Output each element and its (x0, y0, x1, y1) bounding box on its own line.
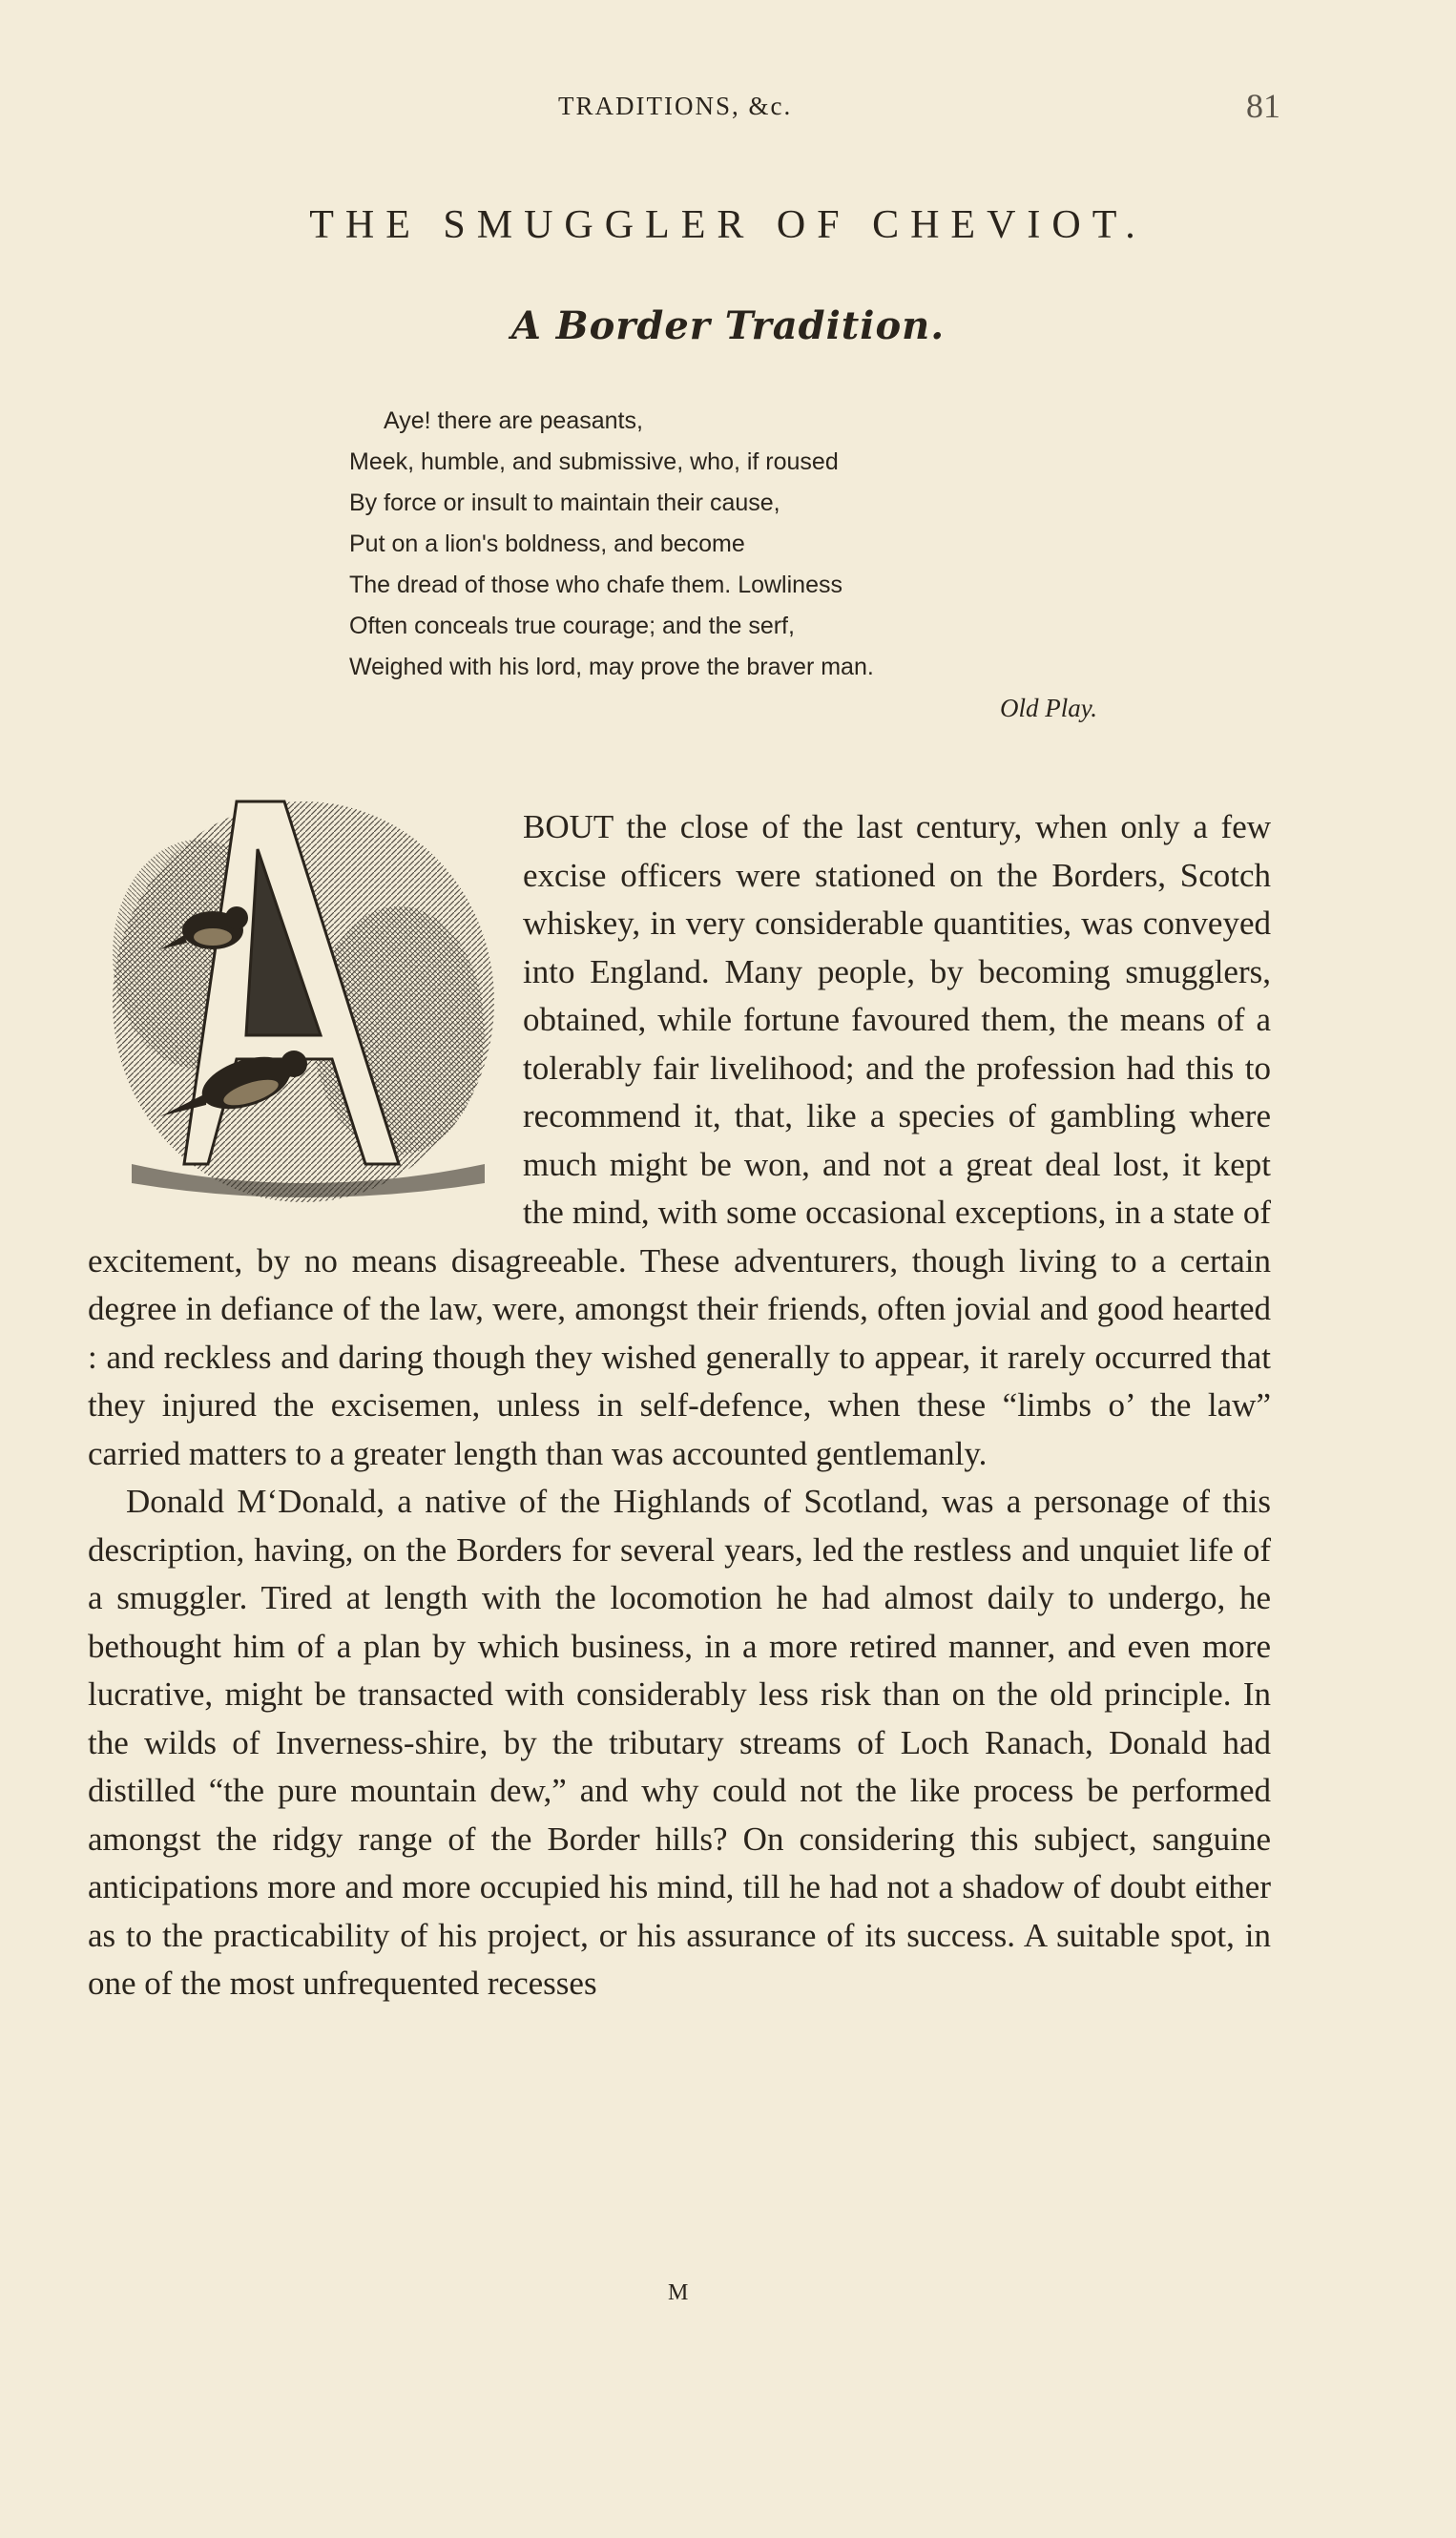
story-title: THE SMUGGLER OF CHEVIOT. (309, 203, 1147, 247)
epigraph-attribution: Old Play. (1000, 694, 1097, 722)
epigraph-line: Often conceals true courage; and the serf, (349, 613, 795, 639)
paragraph: Donald M‘Donald, a native of the Highlands of Scotland, was a personage of this description, having, on the Borders for several years, led the restless and unquiet life of a smuggler. Tired at length with the locomotion he had almost daily to undergo, he bethought him of a plan by which business, in a more retired manner, and even more lucrative, might be transacted with considerably less risk than on the old principle. In the wilds of Inverness-shire, by the tributary streams of Loch Ranach, Donald had distilled “the pure mountain dew,” and why could not the like process be performed amongst the ridgy range of the Border hills? On considering this subject, sanguine anticipations more and more occupied his mind, till he had not a shadow of doubt either as to the practicability of his project, or his assurance of its success. A suitable spot, in one of the most unfrequented recesses (88, 1483, 1271, 2002)
epigraph (349, 401, 1113, 729)
running-head (0, 87, 1456, 130)
body-text (88, 803, 1271, 2008)
story-subtitle: A Border Tradition. (510, 303, 946, 348)
epigraph-line: By force or insult to maintain their cause, (349, 489, 780, 516)
epigraph-line: The dread of those who chafe them. Lowliness (349, 572, 842, 598)
running-title: TRADITIONS, &c. (558, 92, 793, 120)
epigraph-line: Weighed with his lord, may prove the braver man. (349, 654, 874, 680)
epigraph-line: Meek, humble, and submissive, who, if roused (349, 448, 839, 475)
epigraph-line: Aye! there are peasants, (384, 407, 643, 434)
epigraph-line: Put on a lion's boldness, and become (349, 530, 745, 557)
initial-letter-space (88, 803, 523, 1237)
page-number: 81 (1246, 87, 1280, 125)
paragraph: BOUT the close of the last century, when only a few excise officers were stationed on the Borders, Scotch whiskey, in very considerable quantities, was conveyed into England. Many people, by becoming smugglers, obtained, while fortune favoured them, the means of a tolerably fair livelihood; and the profession had this to recommend it, that, like a species of gambling where much might be won, and not a great deal lost, it kept the mind, with some occasional exceptions, in a state of excitement, by no means disagreeable. These adventurers, though living to a certain degree in defiance of the law, were, amongst their friends, often jovial and good hearted : and reckless and daring though they wished generally to appear, it rarely occurred that they injured the excisemen, unless in self-defence, when these “limbs o’ the law” carried matters to a greater length than was accounted gentlemanly. (88, 808, 1271, 1472)
printer-signature: M (668, 2280, 689, 2305)
